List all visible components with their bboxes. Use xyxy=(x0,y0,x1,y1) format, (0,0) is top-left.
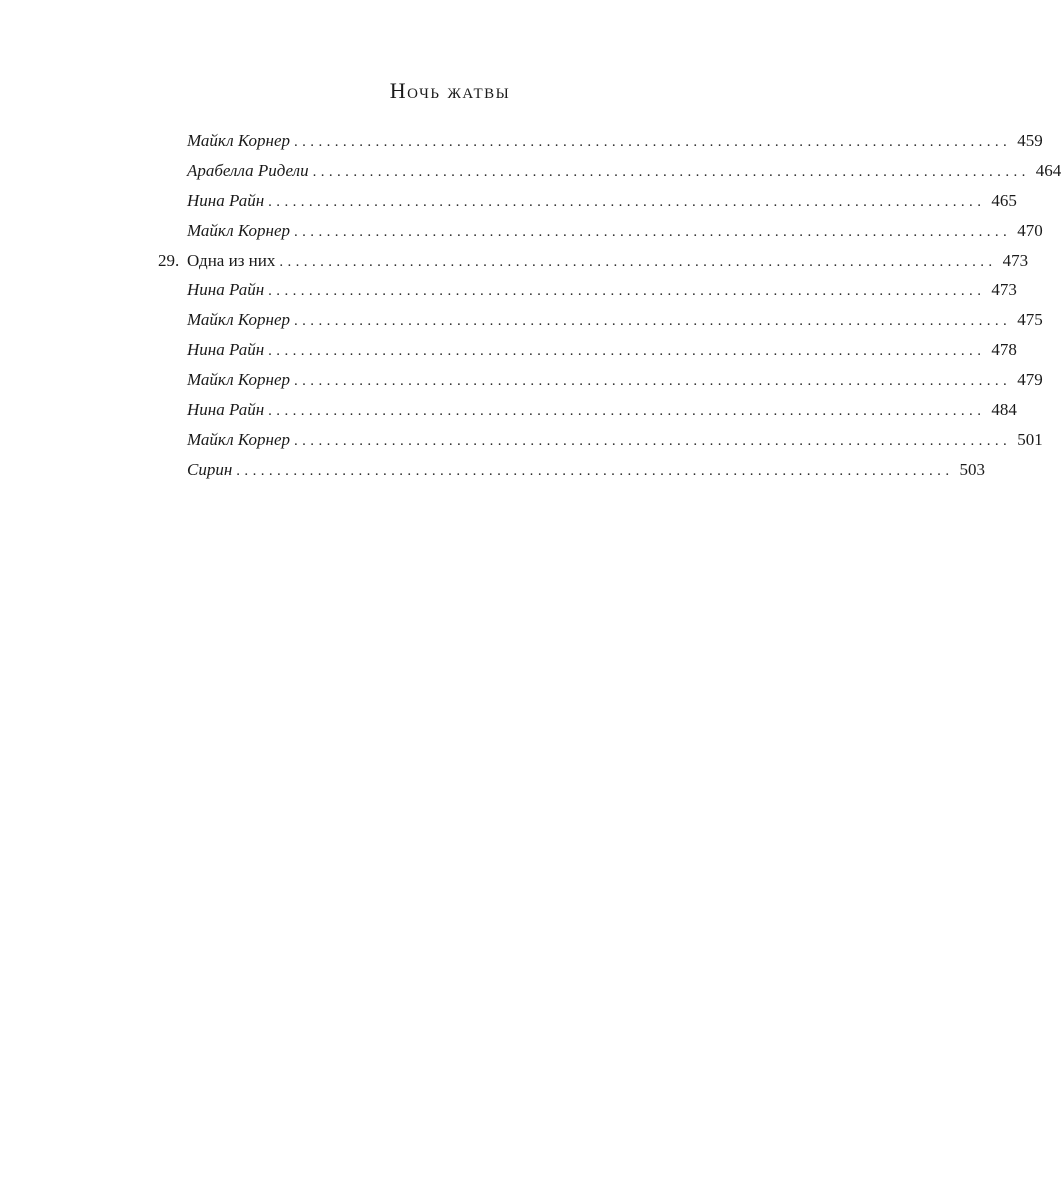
dot-leader: ........................................................................................ xyxy=(268,403,986,420)
toc-entry xyxy=(158,186,1017,216)
toc-entry-page: 484 xyxy=(991,400,1017,420)
running-head: Ночь жатвы xyxy=(389,78,511,103)
toc-entry xyxy=(158,126,1043,156)
toc-entry-title: Сирин xyxy=(187,459,233,479)
dot-leader: ........................................................................................ xyxy=(294,313,1012,330)
toc-entry-page: 464 xyxy=(1035,160,1061,180)
toc-entry-page: 473 xyxy=(991,280,1017,300)
dot-leader: ........................................................................................ xyxy=(294,134,1012,150)
dot-leader: ........................................................................................ xyxy=(294,432,1012,449)
toc-entry-title: Майкл Корнер xyxy=(187,429,290,449)
toc-entry xyxy=(158,455,985,485)
toc-entry-page: 475 xyxy=(1017,310,1043,330)
dot-leader: ........................................................................................ xyxy=(294,373,1012,390)
toc-entry-page: 501 xyxy=(1017,429,1043,449)
toc-entry-page: 459 xyxy=(1017,131,1043,150)
toc-entry-title: Майкл Корнер xyxy=(187,370,290,390)
toc-entry xyxy=(158,425,1043,455)
toc-entry-title: Нина Райн xyxy=(187,400,265,420)
toc-entry-title: Майкл Корнер xyxy=(187,220,290,240)
dot-leader: ........................................................................................ xyxy=(268,343,986,360)
dot-leader: ........................................................................................ xyxy=(312,163,1030,180)
toc-entry xyxy=(158,156,1061,186)
toc-entry-title: Нина Райн xyxy=(187,280,265,300)
toc-entry-title: Майкл Корнер xyxy=(187,310,290,330)
dot-leader: ........................................................................................ xyxy=(236,462,954,479)
toc-entry-page: 478 xyxy=(991,340,1017,360)
dot-leader: ........................................................................................ xyxy=(268,193,986,210)
toc-entry-title: Арабелла Ридели xyxy=(187,160,309,180)
toc-chapter-title: Одна из них xyxy=(187,250,276,270)
toc-entry-title: Майкл Корнер xyxy=(187,131,290,150)
toc-entry xyxy=(158,335,1017,365)
toc-entry-page: 470 xyxy=(1017,220,1043,240)
table-of-contents xyxy=(158,126,1061,485)
toc-chapter-page: 473 xyxy=(1002,250,1029,270)
toc-entry-title: Нина Райн xyxy=(187,190,265,210)
toc-entry xyxy=(158,216,1043,246)
dot-leader: ........................................................................................ xyxy=(268,283,986,300)
toc-entry-page: 479 xyxy=(1017,370,1043,390)
toc-entry-page: 503 xyxy=(959,459,985,479)
toc-entry xyxy=(158,275,1017,305)
toc-entry xyxy=(158,395,1017,425)
toc-entry xyxy=(158,305,1043,335)
toc-chapter-entry xyxy=(158,246,1029,276)
dot-leader: ........................................................................................ xyxy=(294,223,1012,240)
toc-entry-title: Нина Райн xyxy=(187,340,265,360)
dot-leader: ........................................................................................ xyxy=(279,253,997,270)
toc-entry xyxy=(158,365,1043,395)
toc-chapter-number: 29. xyxy=(158,250,180,270)
toc-entry-page: 465 xyxy=(991,190,1017,210)
